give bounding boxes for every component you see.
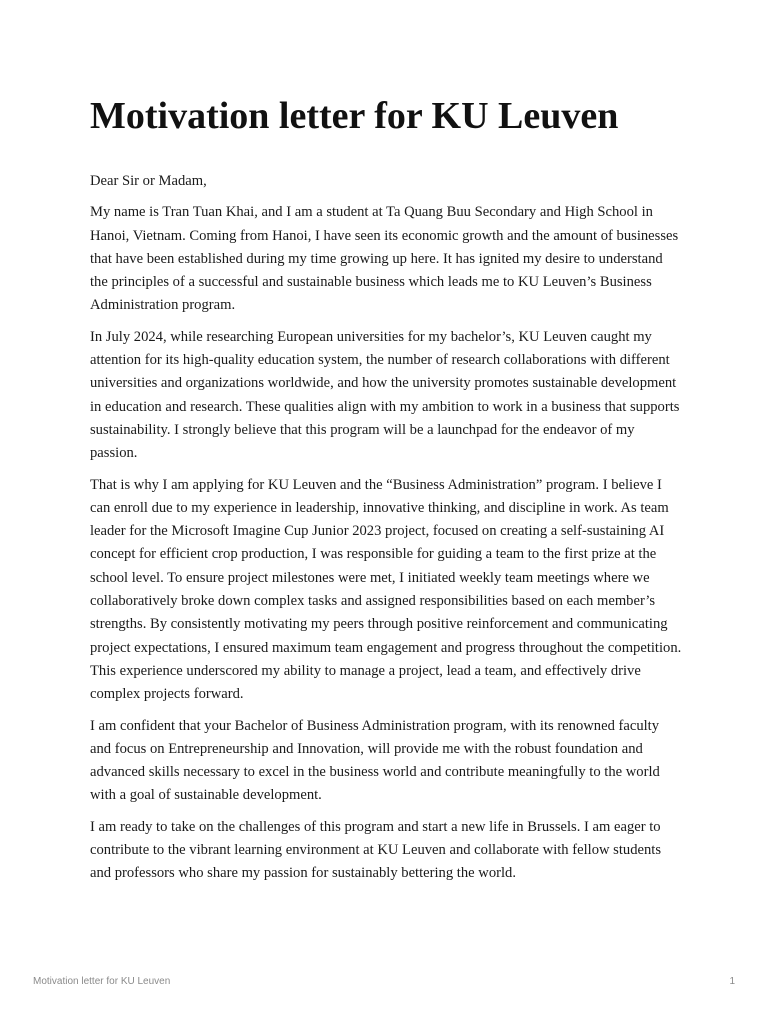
page-footer xyxy=(33,974,735,990)
paragraph: I am ready to take on the challenges of this program and start a new life in Brussels. I am eager to contribute to the vibrant learning environment at KU Leuven and collaborate with fellow students and professors who share my passion for sustainably bettering the world. xyxy=(90,818,662,882)
salutation: Dear Sir or Madam, xyxy=(90,173,207,189)
paragraph: That is why I am applying for KU Leuven and the “Business Administration” program. I believe I can enroll due to my experience in leadership, innovative thinking, and discipline in work. As team leader for the Microsoft Imagine Cup Junior 2023 project, focused on creating a self-sustaining AI concept for efficient crop production, I was responsible for guiding a team to the first prize at the school level. To ensure project milestones were met, I initiated weekly team meetings where we collaboratively broke down complex tasks and assigned responsibilities based on each member’s strengths. By consistently motivating my peers through positive reinforcement and communicating project expectations, I ensured maximum team engagement and progress throughout the competition. This experience underscored my ability to manage a project, lead a team, and effectively drive complex projects forward. xyxy=(90,476,682,703)
paragraph: I am confident that your Bachelor of Business Administration program, with its renowned faculty and focus on Entrepreneurship and Innovation, will provide me with the robust foundation and advanced skills necessary to excel in the business world and contribute meaningfully to the world with a goal of sustainable development. xyxy=(90,717,660,804)
paragraph: In July 2024, while researching European universities for my bachelor’s, KU Leuven caught my attention for its high-quality education system, the number of research collaborations with different universities and organizations worldwide, and how the university promotes sustainable development in education and research. These qualities align with my ambition to work in a business that supports sustainability. I strongly believe that this program will be a launchpad for the endeavor of my passion. xyxy=(90,328,680,462)
page-number: 1 xyxy=(729,976,735,987)
page-title: Motivation letter for KU Leuven xyxy=(90,95,619,137)
letter-body xyxy=(90,170,682,894)
footer-title: Motivation letter for KU Leuven xyxy=(33,976,171,987)
paragraph: My name is Tran Tuan Khai, and I am a student at Ta Quang Buu Secondary and High School in Hanoi, Vietnam. Coming from Hanoi, I have seen its economic growth and the amount of businesses that have been established during my time growing up here. It has ignited my desire to understand the principles of a successful and sustainable business which leads me to KU Leuven’s Business Administration program. xyxy=(90,204,679,314)
